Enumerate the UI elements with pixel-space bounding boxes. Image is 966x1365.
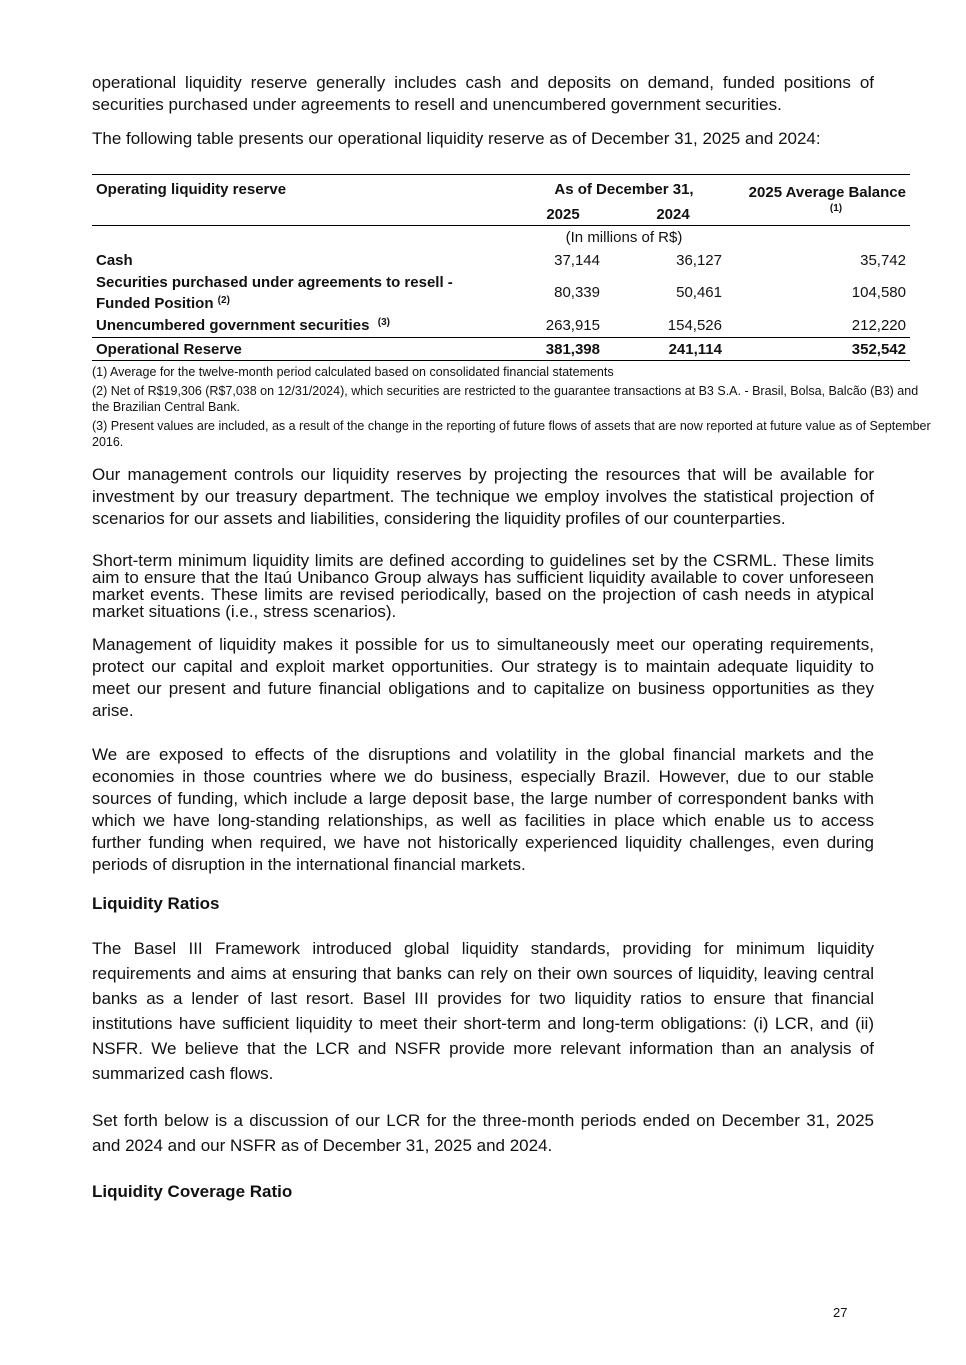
body-paragraph: Set forth below is a discussion of our LCR for the three-month periods ended on December 31, 2025 and 2024 and our NSFR as of December 31, 2025 and 2024.	[92, 1111, 874, 1155]
intro-paragraph: operational liquidity reserve generally includes cash and deposits on demand, funded positions of securities purchased under agreements to resell and unencumbered government securities.	[92, 73, 874, 114]
units-label: (In millions of R$)	[565, 229, 683, 246]
value-average: 212,220	[851, 317, 906, 334]
total-2025: 381,398	[522, 338, 604, 361]
page-number: 27	[833, 1305, 848, 1320]
year-2024-header: 2024	[604, 203, 726, 226]
row-label: Cash	[96, 252, 133, 269]
avg-balance-header: 2025 Average Balance	[748, 183, 906, 201]
body-paragraph: Short-term minimum liquidity limits are defined according to guidelines set by the CSRML. These limits aim to ensure that the Itaú Unibanco Group always has sufficient liquidity available to cover unforeseen market events. These limits are revised periodically, based on the projection of cash needs in atypical market situations (i.e., stress scenarios).	[92, 551, 874, 621]
value-2024: 50,461	[676, 284, 722, 301]
col-label-header: Operating liquidity reserve	[96, 180, 287, 198]
footnote: (3) Present values are included, as a result of the change in the reporting of future flows of assets that are now reported at future value as of September 2016.	[92, 419, 931, 449]
value-2024: 154,526	[667, 317, 722, 334]
total-2024: 241,114	[604, 338, 726, 361]
footnote: (2) Net of R$19,306 (R$7,038 on 12/31/2024), which securities are restricted to the guarantee transactions at B3 S.A. - Brasil, Bolsa, Balcão (B3) and the Brazilian Central Bank.	[92, 384, 919, 414]
footnote-ref: (2)	[217, 294, 230, 306]
total-average: 352,542	[726, 338, 910, 361]
liquidity-reserve-table	[92, 174, 910, 361]
body-paragraph: Management of liquidity makes it possible for us to simultaneously meet our operating requirements, protect our capital and exploit market opportunities. Our strategy is to maintain adequate liquidity to meet our present and future financial obligations and to capitalize on business opportunities as they arise.	[92, 635, 874, 720]
table-header-row	[92, 175, 910, 204]
value-2025: 263,915	[545, 317, 600, 334]
table-lead-paragraph: The following table presents our operational liquidity reserve as of December 31, 2025 and 2024:	[92, 129, 821, 148]
avg-footnote-ref: (1)	[829, 203, 843, 214]
table-year-row	[92, 203, 910, 226]
value-average: 35,742	[860, 252, 906, 269]
body-paragraph: Our management controls our liquidity reserves by projecting the resources that will be available for investment by our treasury department. The technique we employ involves the statistical projection of scenarios for our assets and liabilities, considering the liquidity profiles of our counterparties.	[92, 465, 874, 528]
table-row	[92, 314, 910, 338]
value-2024: 36,127	[676, 252, 722, 269]
table-row	[92, 272, 910, 314]
value-average: 104,580	[851, 284, 906, 301]
row-label: Unencumbered government securities $^{(3)}$	[96, 317, 390, 334]
section-heading: Liquidity Ratios	[92, 894, 220, 913]
as-of-header: As of December 31,	[554, 180, 694, 198]
total-label: Operational Reserve	[92, 338, 522, 361]
table-footnotes	[92, 364, 934, 450]
section-heading: Liquidity Coverage Ratio	[92, 1182, 293, 1201]
footnote: (1) Average for the twelve-month period calculated based on consolidated financial statements	[92, 365, 614, 379]
value-2025: 80,339	[554, 284, 600, 301]
total-row	[92, 338, 910, 361]
footnote-ref: (3)	[377, 317, 390, 328]
table-row	[92, 249, 910, 272]
document-page	[92, 72, 931, 1202]
year-2025-header: 2025	[522, 203, 604, 226]
body-paragraph: We are exposed to effects of the disruptions and volatility in the global financial markets and the economies in those countries where we do business, especially Brazil. However, due to our stable sources of funding, which include a large deposit base, the large number of correspondent banks with which we have long-standing relationships, as well as facilities in place which enable us to access further funding when required, we have not historically experienced liquidity challenges, even during periods of disruption in the international financial markets.	[92, 745, 874, 874]
body-paragraph: The Basel III Framework introduced global liquidity standards, providing for minimum liquidity requirements and aims at ensuring that banks can rely on their own sources of liquidity, leaving central banks as a lender of last resort. Basel III provides for two liquidity ratios to ensure that financial institutions have sufficient liquidity to meet their short-term and long-term obligations: (i) LCR, and (ii) NSFR. We believe that the LCR and NSFR provide more relevant information than an analysis of summarized cash flows.	[92, 939, 874, 1083]
value-2025: 37,144	[554, 252, 600, 269]
units-row	[92, 226, 910, 250]
row-label: Securities purchased under agreements to resell - Funded Position $^{(2)}$	[96, 273, 453, 312]
